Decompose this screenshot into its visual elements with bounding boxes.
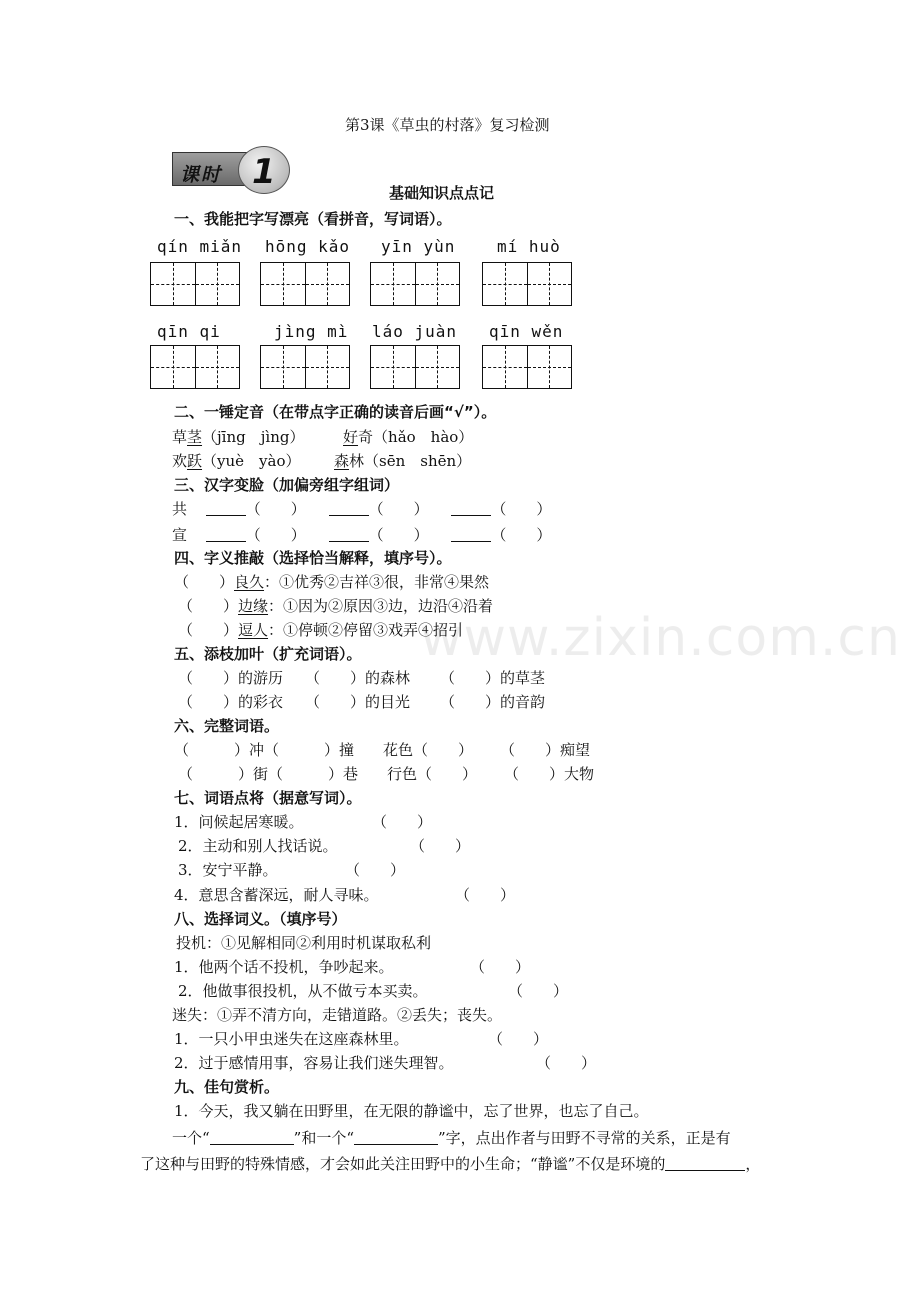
s4-item-2: （ ）边缘：①因为②原因③边，边沿④沿着 <box>178 597 494 615</box>
s5-row-1-c: （ ）的草茎 <box>440 669 546 687</box>
s7-item-2: 2．主动和别人找话说。 <box>178 837 338 855</box>
s9-question-line-1: 一个“ ”和一个“ ”字，点出作者与田野不寻常的关系，正是有 <box>172 1129 731 1147</box>
s8-item-4: 2．过于感情用事，容易让我们迷失理智。 <box>174 1054 454 1072</box>
s8-def-1: 投机：①见解相同②利用时机谋取私利 <box>176 934 432 952</box>
s8-heading: 八、选择词义。（填序号） <box>174 910 347 928</box>
s6-row-1-b: 花色（ ） <box>383 741 474 759</box>
s9-question-line-2: 了这种与田野的特殊情感，才会如此关注田野中的小生命；“静谧”不仅是环境的 ， <box>140 1155 761 1173</box>
s9-sentence: 1．今天，我又躺在田野里，在无限的静谧中，忘了世界，也忘了自己。 <box>174 1102 649 1120</box>
s8-paren-3: （ ） <box>488 1030 549 1048</box>
s4-item-1: （ ）良久：①优秀②吉祥③很，非常④果然 <box>174 573 490 591</box>
s6-row-2-b: 行色（ ） <box>387 765 478 783</box>
writing-grid[interactable] <box>260 262 350 306</box>
s6-heading: 六、完整词语。 <box>174 717 280 735</box>
s2-item-4: 森林（sēn shēn） <box>334 452 472 470</box>
s7-heading: 七、词语点将（据意写词）。 <box>174 789 362 807</box>
s8-item-1: 1．他两个话不投机，争吵起来。 <box>174 958 394 976</box>
s7-paren-2: （ ） <box>410 837 471 855</box>
s8-item-3: 1．一只小甲虫迷失在这座森林里。 <box>174 1030 409 1048</box>
s7-item-3: 3．安宁平静。 <box>178 861 278 879</box>
s2-item-1: 草茎（jīng jìng） <box>172 428 305 446</box>
writing-grid[interactable] <box>150 262 240 306</box>
badge-number: 1 <box>252 152 276 192</box>
writing-grid[interactable] <box>370 262 460 306</box>
pinyin-2: hōng kǎo <box>265 237 351 256</box>
pinyin-3: yīn yùn <box>381 237 456 256</box>
s1-heading: 一、我能把字写漂亮（看拼音，写词语）。 <box>174 210 452 228</box>
s8-def-2: 迷失：①弄不清方向，走错道路。②丢失；丧失。 <box>172 1006 503 1024</box>
s4-item-3: （ ）逗人：①停顿②停留③戏弄④招引 <box>178 621 464 639</box>
lesson-badge <box>172 146 290 194</box>
pinyin-1: qín miǎn <box>157 237 243 256</box>
watermark: www.zixin.com.cn <box>420 608 901 668</box>
badge-text: 课时 <box>180 164 223 186</box>
s6-row-2-c: （ ）大物 <box>504 765 595 783</box>
blank-2[interactable] <box>354 1130 438 1145</box>
s8-item-2: 2．他做事很投机，从不做亏本买卖。 <box>178 982 428 1000</box>
writing-grid[interactable] <box>482 262 572 306</box>
page-title: 第3课《草虫的村落》复习检测 <box>345 116 550 134</box>
pinyin-8: qīn wěn <box>489 322 564 341</box>
s6-row-2-a: （ ）街（ ）巷 <box>178 765 359 783</box>
section-subtitle: 基础知识点点记 <box>389 184 495 202</box>
s5-row-2-a: （ ）的彩衣 <box>178 693 284 711</box>
writing-grid[interactable] <box>482 345 572 389</box>
s3-row-1: 共 （ ） （ ） （ ） <box>172 500 552 518</box>
s3-heading: 三、汉字变脸（加偏旁组字组词） <box>174 476 400 494</box>
s7-paren-3: （ ） <box>345 861 406 879</box>
s7-paren-1: （ ） <box>372 813 433 831</box>
s5-row-1-a: （ ）的游历 <box>178 669 284 687</box>
pinyin-4: mí huò <box>497 237 561 256</box>
s3-row-2: 宣 （ ） （ ） （ ） <box>172 526 552 544</box>
pinyin-5: qīn qi <box>157 322 221 341</box>
s2-item-3: 欢跃（yuè yào） <box>172 452 301 470</box>
writing-grid[interactable] <box>260 345 350 389</box>
blank-3[interactable] <box>665 1156 745 1171</box>
s8-paren-1: （ ） <box>470 958 531 976</box>
s5-row-2-c: （ ）的音韵 <box>440 693 546 711</box>
s8-paren-4: （ ） <box>536 1054 597 1072</box>
s5-row-1-b: （ ）的森林 <box>305 669 411 687</box>
s2-item-2: 好奇（hǎo hào） <box>343 428 474 446</box>
s8-paren-2: （ ） <box>508 982 569 1000</box>
s7-item-1: 1．问候起居寒暖。 <box>174 813 304 831</box>
s2-heading: 二、一锤定音（在带点字正确的读音后画“√”）。 <box>174 403 497 421</box>
s6-row-1-a: （ ）冲（ ）撞 <box>174 741 355 759</box>
pinyin-7: láo juàn <box>372 322 458 341</box>
s9-heading: 九、佳句赏析。 <box>174 1078 280 1096</box>
s5-row-2-b: （ ）的目光 <box>305 693 411 711</box>
s7-paren-4: （ ） <box>455 886 516 904</box>
s5-heading: 五、添枝加叶（扩充词语）。 <box>174 645 362 663</box>
s7-item-4: 4．意思含蓄深远，耐人寻味。 <box>174 886 379 904</box>
pinyin-6: jìng mì <box>274 322 349 341</box>
blank-1[interactable] <box>210 1130 294 1145</box>
writing-grid[interactable] <box>150 345 240 389</box>
s4-heading: 四、字义推敲（选择恰当解释，填序号）。 <box>174 549 452 567</box>
writing-grid[interactable] <box>370 345 460 389</box>
s6-row-1-c: （ ）痴望 <box>500 741 591 759</box>
